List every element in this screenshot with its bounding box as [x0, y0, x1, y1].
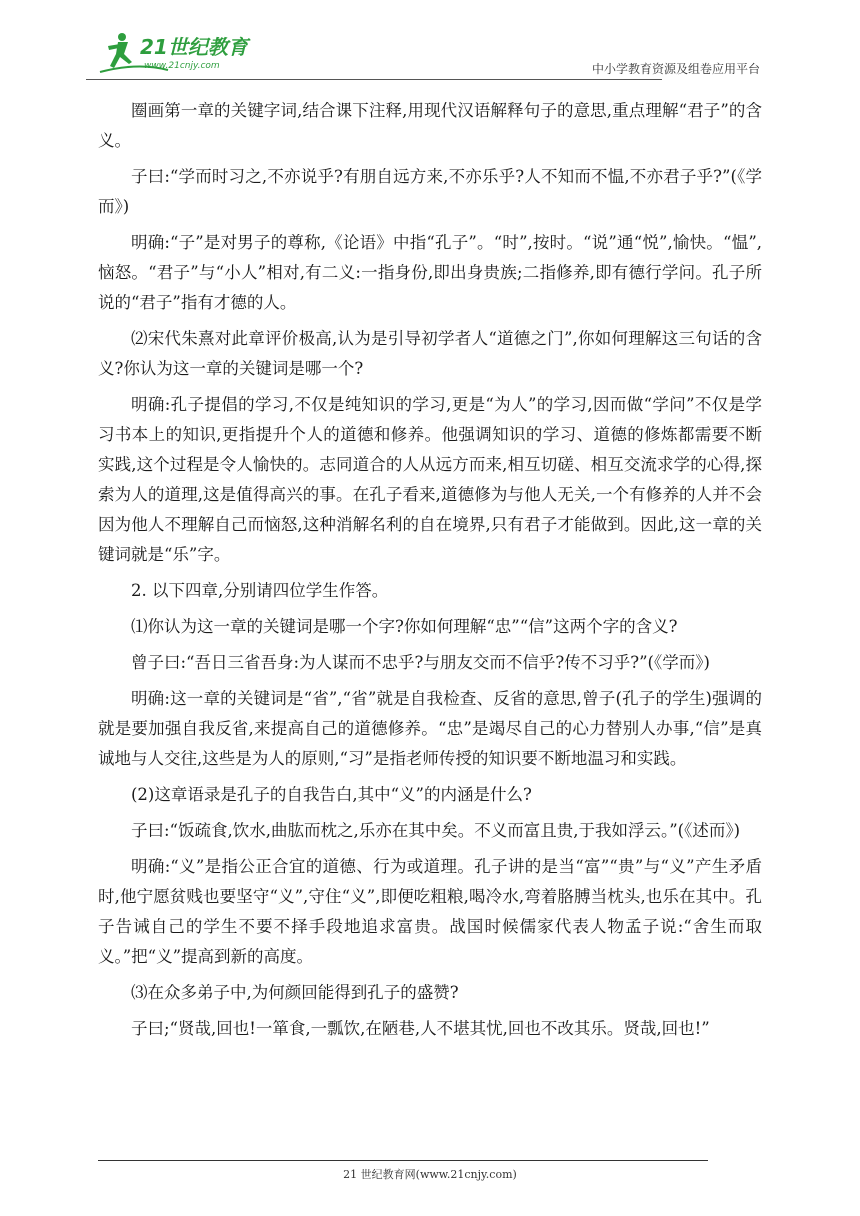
site-logo	[98, 28, 268, 78]
header-divider	[86, 79, 662, 80]
header-tagline: 中小学教育资源及组卷应用平台	[591, 62, 760, 76]
page-header	[98, 28, 760, 82]
paragraph: 子曰:“学而时习之,不亦说乎?有朋自远方来,不亦乐乎?人不知而不愠,不亦君子乎?”(《学而》)	[98, 167, 762, 216]
paragraph: 明确:这一章的关键词是“省”,“省”就是自我检查、反省的意思,曾子(孔子的学生)强调的就是要加强自我反省,来提高自己的道德修养。“忠”是竭尽自己的心力替别人办事,“信”是真诚地与人交往,这些是为人的原则,“习”是指老师传授的知识要不断地温习和实践。	[98, 689, 762, 768]
paragraph: 明确:孔子提倡的学习,不仅是纯知识的学习,更是“为人”的学习,因而做“学问”不仅是学习书本上的知识,更指提升个人的道德和修养。他强调知识的学习、道德的修炼都需要不断实践,这个过程是令人愉快的。志同道合的人从远方而来,相互切磋、相互交流求学的心得,探索为人的道理,这是值得高兴的事。在孔子看来,道德修为与他人无关,一个有修养的人并不会因为他人不理解自己而恼怒,这种消解名利的自在境界,只有君子才能做到。因此,这一章的关键词就是“乐”字。	[98, 395, 762, 564]
paragraph: 明确:“子”是对男子的尊称,《论语》中指“孔子”。“时”,按时。“说”通“悦”,愉快。“愠”,恼怒。“君子”与“小人”相对,有二义:一指身份,即出身贵族;二指修养,即有德行学问。孔子所说的“君子”指有才德的人。	[98, 233, 762, 312]
paragraph: ⑴你认为这一章的关键词是哪一个字?你如何理解“忠”“信”这两个字的含义?	[131, 617, 678, 636]
footer-divider	[98, 1160, 708, 1161]
paragraph: ⑶在众多弟子中,为何颜回能得到孔子的盛赞?	[131, 983, 459, 1002]
paragraph: 明确:“义”是指公正合宜的道德、行为或道理。孔子讲的是当“富”“贵”与“义”产生矛盾时,他宁愿贫贱也要坚守“义”,守住“义”,即便吃粗粮,喝冷水,弯着胳膊当枕头,也乐在其中。孔子告诫自己的学生不要不择手段地追求富贵。战国时候儒家代表人物孟子说:“舍生而取义。”把“义”提高到新的高度。	[98, 857, 762, 966]
logo-url: www.21cnjy.com	[144, 61, 220, 71]
logo-text: 21世纪教育	[140, 35, 248, 59]
paragraph: 子曰;“贤哉,回也!一箪食,一瓢饮,在陋巷,人不堪其忧,回也不改其乐。贤哉,回也!”	[131, 1019, 710, 1038]
paragraph: 曾子曰:“吾日三省吾身:为人谋而不忠乎?与朋友交而不信乎?传不习乎?”(《学而》)	[131, 653, 710, 672]
runner-icon	[108, 33, 132, 68]
document-body	[98, 96, 762, 1050]
paragraph: ⑵宋代朱熹对此章评价极高,认为是引导初学者人“道德之门”,你如何理解这三句话的含义?你认为这一章的关键词是哪一个?	[98, 329, 762, 378]
paragraph: 2. 以下四章,分别请四位学生作答。	[131, 581, 389, 600]
paragraph: 子曰:“饭疏食,饮水,曲肱而枕之,乐亦在其中矣。不义而富且贵,于我如浮云。”(《述而》)	[131, 821, 741, 840]
page-footer: 21 世纪教育网(www.21cnjy.com)	[343, 1168, 517, 1181]
paragraph: 圈画第一章的关键字词,结合课下注释,用现代汉语解释句子的意思,重点理解“君子”的含义。	[98, 101, 762, 150]
paragraph: (2)这章语录是孔子的自我告白,其中“义”的内涵是什么?	[131, 785, 532, 804]
